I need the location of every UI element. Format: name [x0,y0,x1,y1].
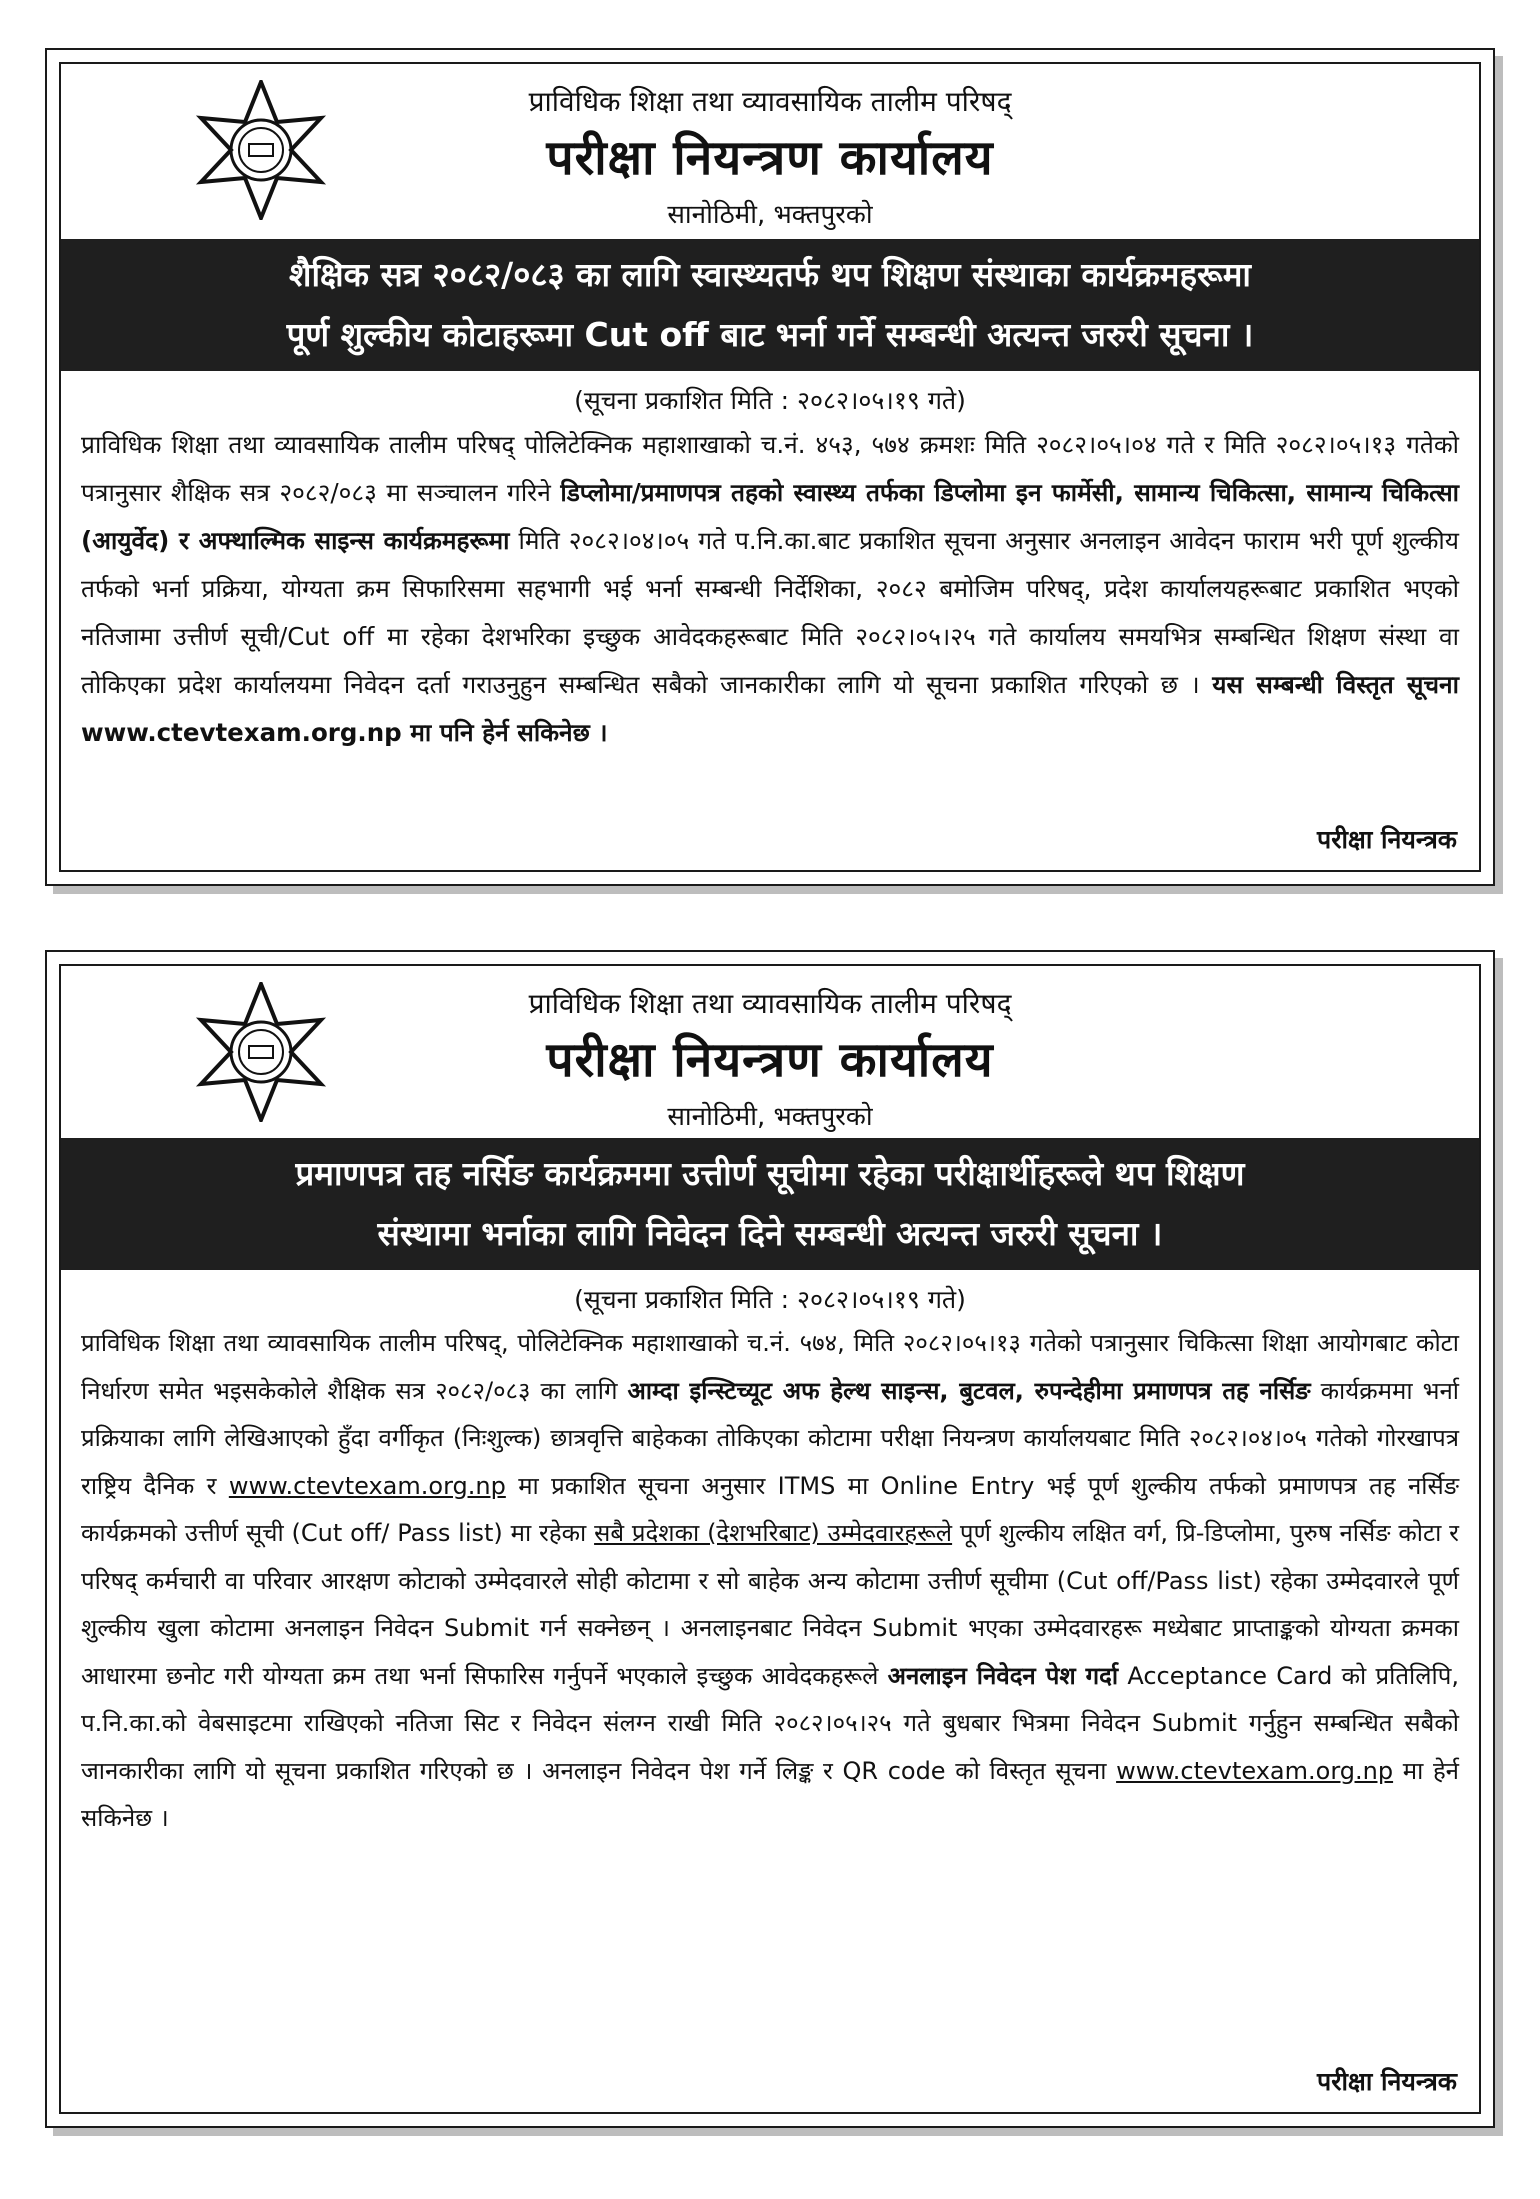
council-name: प्राविधिक शिक्षा तथा व्यावसायिक तालीम परिषद् [528,987,1012,1020]
publication-date: (सूचना प्रकाशित मिति : २०८२।०५।१९ गते) [574,1285,966,1314]
body-text: मिति २०८२।०४।०५ गते प.नि.का.बाट प्रकाशित सूचना अनुसार अनलाइन आवेदन फाराम भरी पूर्ण शुल्कीय तर्फको भर्ना प्रक्रिया, योग्यता क्रम सिफारिसमा सहभागी भई भर्ना सम्बन्धी निर्देशिका, २०८२ बमोजिम परिषद्, प्रदेश कार्यालयहरूबाट प्रकाशित भएको नतिजामा उत्तीर्ण सूची/Cut off मा रहेका देशभरिका इच्छुक आवेदकहरूबाट मिति २०८२।०५।२५ गते कार्यालय समयभित्र सम्बन्धित शिक्षण संस्था वा तोकिएका प्रदेश कार्यालयमा निवेदन दर्ता गराउनुहुन सम्बन्धित सबैको जानकारीका लागि यो सूचना प्रकाशित गरिएको छ । [81,526,1459,699]
headline-line-2: संस्थामा भर्नाका लागि निवेदन दिने सम्बन्धी अत्यन्त जरुरी सूचना । [377,1214,1163,1253]
notice-2 [45,950,1495,2128]
headline-line-1: शैक्षिक सत्र २०८२/०८३ का लागि स्वास्थ्यतर्फ थप शिक्षण संस्थाका कार्यक्रमहरूमा [289,255,1251,294]
headline-line-1: प्रमाणपत्र तह नर्सिङ कार्यक्रममा उत्तीर्ण सूचीमा रहेका परीक्षार्थीहरूले थप शिक्षण [295,1154,1245,1193]
signature: परीक्षा नियन्त्रक [1317,825,1457,854]
body-text: Acceptance Card को प्रतिलिपि, प.नि.का.को वेबसाइटमा राखिएको नतिजा सिट र निवेदन संलग्न राखी मिति २०८२।०५।२५ गते बुधबार भित्रमा निवेदन Submit गर्नुहुन सम्बन्धित सबैको जानकारीका लागि यो सूचना प्रकाशित गरिएको छ । अनलाइन निवेदन पेश गर्ने लिङ्क र QR code को विस्तृत सूचना [81,1661,1459,1785]
body-text: प्राविधिक शिक्षा तथा व्यावसायिक तालीम परिषद्, पोलिटेक्निक महाशाखाको च.नं. ५७४, मिति २०८२।०५।१३ गतेको पत्रानुसार चिकित्सा शिक्षा आयोगबाट कोटा निर्धारण समेत भइसकेकोले शैक्षिक सत्र २०८२/०८३ का लागि [81,1329,1459,1405]
notice-1-header [61,64,1479,239]
headline-line-2: पूर्ण शुल्कीय कोटाहरूमा Cut off बाट भर्ना गर्ने सम्बन्धी अत्यन्त जरुरी सूचना । [286,315,1254,354]
body-bold-text: आम्दा इन्स्टिच्यूट अफ हेल्थ साइन्स, बुटवल, रुपन्देहीमा प्रमाणपत्र तह नर्सिङ [627,1376,1311,1405]
body-text: मा हेर्न सकिनेछ । [81,1756,1460,1832]
body-text: पूर्ण शुल्कीय लक्षित वर्ग, प्रि-डिप्लोमा, पुरुष नर्सिङ कोटा र परिषद् कर्मचारी वा परिवार आरक्षण कोटाको उम्मेदवारले सोही कोटामा र सो बाहेक अन्य कोटामा उत्तीर्ण सूचीमा (Cut off/Pass list) रहेका उम्मेदवारले पूर्ण शुल्कीय खुला कोटामा अनलाइन निवेदन Submit गर्न सक्नेछन् । अनलाइनबाट निवेदन Submit भएका उम्मेदवारहरू मध्येबाट प्राप्ताङ्कको योग्यता क्रमका आधारमा छनोट गरी योग्यता क्रम तथा भर्ना सिफारिस गर्नुपर्ने भएकाले इच्छुक आवेदकहरूले [81,1519,1459,1690]
body-underlined-text: सबै प्रदेशका (देशभरिबाट) उम्मेदवारहरूले [594,1519,953,1547]
office-name: परीक्षा नियन्त्रण कार्यालय [546,130,994,186]
notice-2-header [61,966,1479,1138]
publication-date: (सूचना प्रकाशित मिति : २०८२।०५।१९ गते) [574,386,966,415]
council-name: प्राविधिक शिक्षा तथा व्यावसायिक तालीम परिषद् [528,85,1012,118]
body-bold-text: यस सम्बन्धी विस्तृत सूचना www.ctevtexam.org.np मा पनि हेर्न सकिनेछ । [81,670,1459,747]
body-text: कार्यक्रममा भर्ना प्रक्रियाका लागि लेखिआएको हुँदा वर्गीकृत (निःशुल्क) छात्रवृत्ति बाहेकका तोकिएका कोटामा परीक्षा नियन्त्रण कार्यालयबाट मिति २०८२।०४।०५ गतेको गोरखापत्र राष्ट्रिय दैनिक र [81,1376,1460,1500]
headline-banner [61,1138,1479,1270]
body-bold-text: अनलाइन निवेदन पेश गर्दा [887,1661,1119,1690]
body-bold-text: डिप्लोमा/प्रमाणपत्र तहको स्वास्थ्य तर्फका डिप्लोमा इन फार्मेसी, सामान्य चिकित्सा, सामान्य चिकित्सा (आयुर्वेद) र अफ्थाल्मिक साइन्स कार्यक्रमहरूमा [81,478,1459,555]
notice-2-frame [59,964,1481,2114]
notice-1-frame [59,62,1481,872]
notice-body [61,1320,1479,1843]
office-location: सानोठिमी, भक्तपुरको [667,200,873,230]
body-text: प्राविधिक शिक्षा तथा व्यावसायिक तालीम परिषद् पोलिटेक्निक महाशाखाको च.नं. ४५३, ५७४ क्रमशः मिति २०८२।०५।०४ गते र मिति २०८२।०५।१३ गतेको पत्रानुसार शैक्षिक सत्र २०८२/०८३ मा सञ्चालन गरिने [81,430,1459,507]
office-location: सानोठिमी, भक्तपुरको [667,1102,873,1132]
website-link[interactable]: www.ctevtexam.org.np [1116,1756,1394,1785]
office-name: परीक्षा नियन्त्रण कार्यालय [546,1032,994,1088]
notice-1 [45,48,1495,886]
headline-banner [61,239,1479,371]
notice-body [61,421,1479,757]
body-text: मा प्रकाशित सूचना अनुसार ITMS मा Online Entry भई पूर्ण शुल्कीय तर्फको प्रमाणपत्र तह नर्सिङ कार्यक्रमको उत्तीर्ण सूची (Cut off/ Pass list) मा रहेका [81,1471,1459,1547]
website-link[interactable]: www.ctevtexam.org.np [228,1471,506,1500]
signature: परीक्षा नियन्त्रक [1317,2067,1457,2096]
